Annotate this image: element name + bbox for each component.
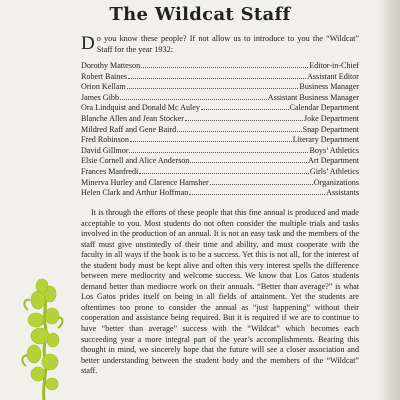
staff-name: Ora Lindquist and Donald Mc Auley <box>81 103 200 113</box>
body-paragraph <box>81 208 359 377</box>
intro-text: o you know these people? If not allow us to introduce to you the “Wildcat” Staff for the year 1932: <box>96 34 359 54</box>
staff-row <box>81 135 359 146</box>
staff-row <box>81 156 359 167</box>
staff-name: David Gillmor <box>81 145 129 155</box>
staff-name: Elsie Cornell and Alice Anderson <box>81 156 190 166</box>
page-title: The Wildcat Staff <box>109 4 291 25</box>
staff-name: Mildred Raff and Gene Baird <box>81 124 177 134</box>
staff-row <box>81 114 359 125</box>
staff-role: Boys’ Athletics <box>309 145 359 155</box>
staff-name: Frances Manfredi <box>81 166 139 176</box>
staff-role: Art Department <box>307 156 359 166</box>
staff-role: Assistant Business Manager <box>267 92 359 102</box>
dot-leader <box>128 78 306 79</box>
staff-row <box>81 146 359 157</box>
staff-row <box>81 167 359 178</box>
dot-leader <box>177 131 301 132</box>
staff-name: Robert Baines <box>81 71 128 81</box>
staff-role: Literary Department <box>292 135 359 145</box>
staff-name: Helen Clark and Arthur Hoffman <box>81 188 189 198</box>
dot-leader <box>129 152 308 153</box>
staff-row <box>81 178 359 189</box>
staff-role: Editor-in-Chief <box>309 61 359 70</box>
staff-role: Snap Department <box>302 124 359 134</box>
page-edge-shadow <box>378 0 400 400</box>
staff-row <box>81 125 359 136</box>
dot-leader <box>201 109 289 110</box>
staff-row <box>81 188 359 199</box>
drop-cap: D <box>81 33 95 54</box>
staff-role: Organizations <box>313 177 359 187</box>
staff-name: Fred Robinson <box>81 135 129 145</box>
staff-role: Assistant Editor <box>307 71 359 81</box>
staff-row <box>81 82 359 93</box>
dot-leader <box>139 173 309 174</box>
staff-name: Minerva Hurley and Clarence Hamsher <box>81 177 209 187</box>
staff-name: Blanche Allen and Jean Stocker <box>81 113 184 123</box>
staff-row <box>81 72 359 83</box>
dot-leader <box>189 194 325 195</box>
staff-role: Joke Department <box>303 113 359 123</box>
dot-leader <box>185 120 303 121</box>
body-text: It is through the efforts of these people that this fine annual is produced and made acceptable to you. Most students do not often consider the multiple trials and tasks involved in the production of an annual. It is not an easy task and the members of the staff must give unstintedly of their time and ability, and must cooperate with the faculty in all ways if the book is to be a success. Yet this is not all, for the interest of the student body must be kept alive and often this very interest spells the difference between mere mediocrity and welcome success. We know that Los Gatos students demand better than mediocre work on their annuals. “Better than average?” is what Los Gatos prides itself on being in all fields of attainment. Yet the students are oftentimes too prone to consider the annual as “just happening” without their cooperation and assistance being required. But it is required if we are to continue to have “better than average” success with the “Wildcat” which becomes each succeeding year a more integral part of the year’s accomplishments. Bearing this thought in mind, we sincerely hope that the future will see a closer association and better understanding between the student body and the members of the “Wildcat” staff. <box>81 208 359 376</box>
staff-name: Dorothy Matteson <box>81 61 141 70</box>
staff-role: Business Manager <box>299 82 359 92</box>
dot-leader <box>127 88 299 89</box>
dot-leader <box>190 162 307 163</box>
staff-role: Assistants <box>326 188 359 198</box>
intro-paragraph <box>81 34 359 55</box>
staff-name: James Gibb <box>81 92 119 102</box>
staff-row <box>81 61 359 72</box>
dot-leader <box>120 99 267 100</box>
staff-row <box>81 93 359 104</box>
dot-leader <box>210 184 313 185</box>
dot-leader <box>130 141 292 142</box>
staff-name: Orion Kellam <box>81 82 126 92</box>
vine-ornament-icon <box>18 270 68 400</box>
staff-role: Calendar Department <box>289 103 359 113</box>
staff-row <box>81 103 359 114</box>
staff-list <box>81 61 359 199</box>
staff-role: Girls’ Athletics <box>309 166 359 176</box>
dot-leader <box>141 67 308 68</box>
